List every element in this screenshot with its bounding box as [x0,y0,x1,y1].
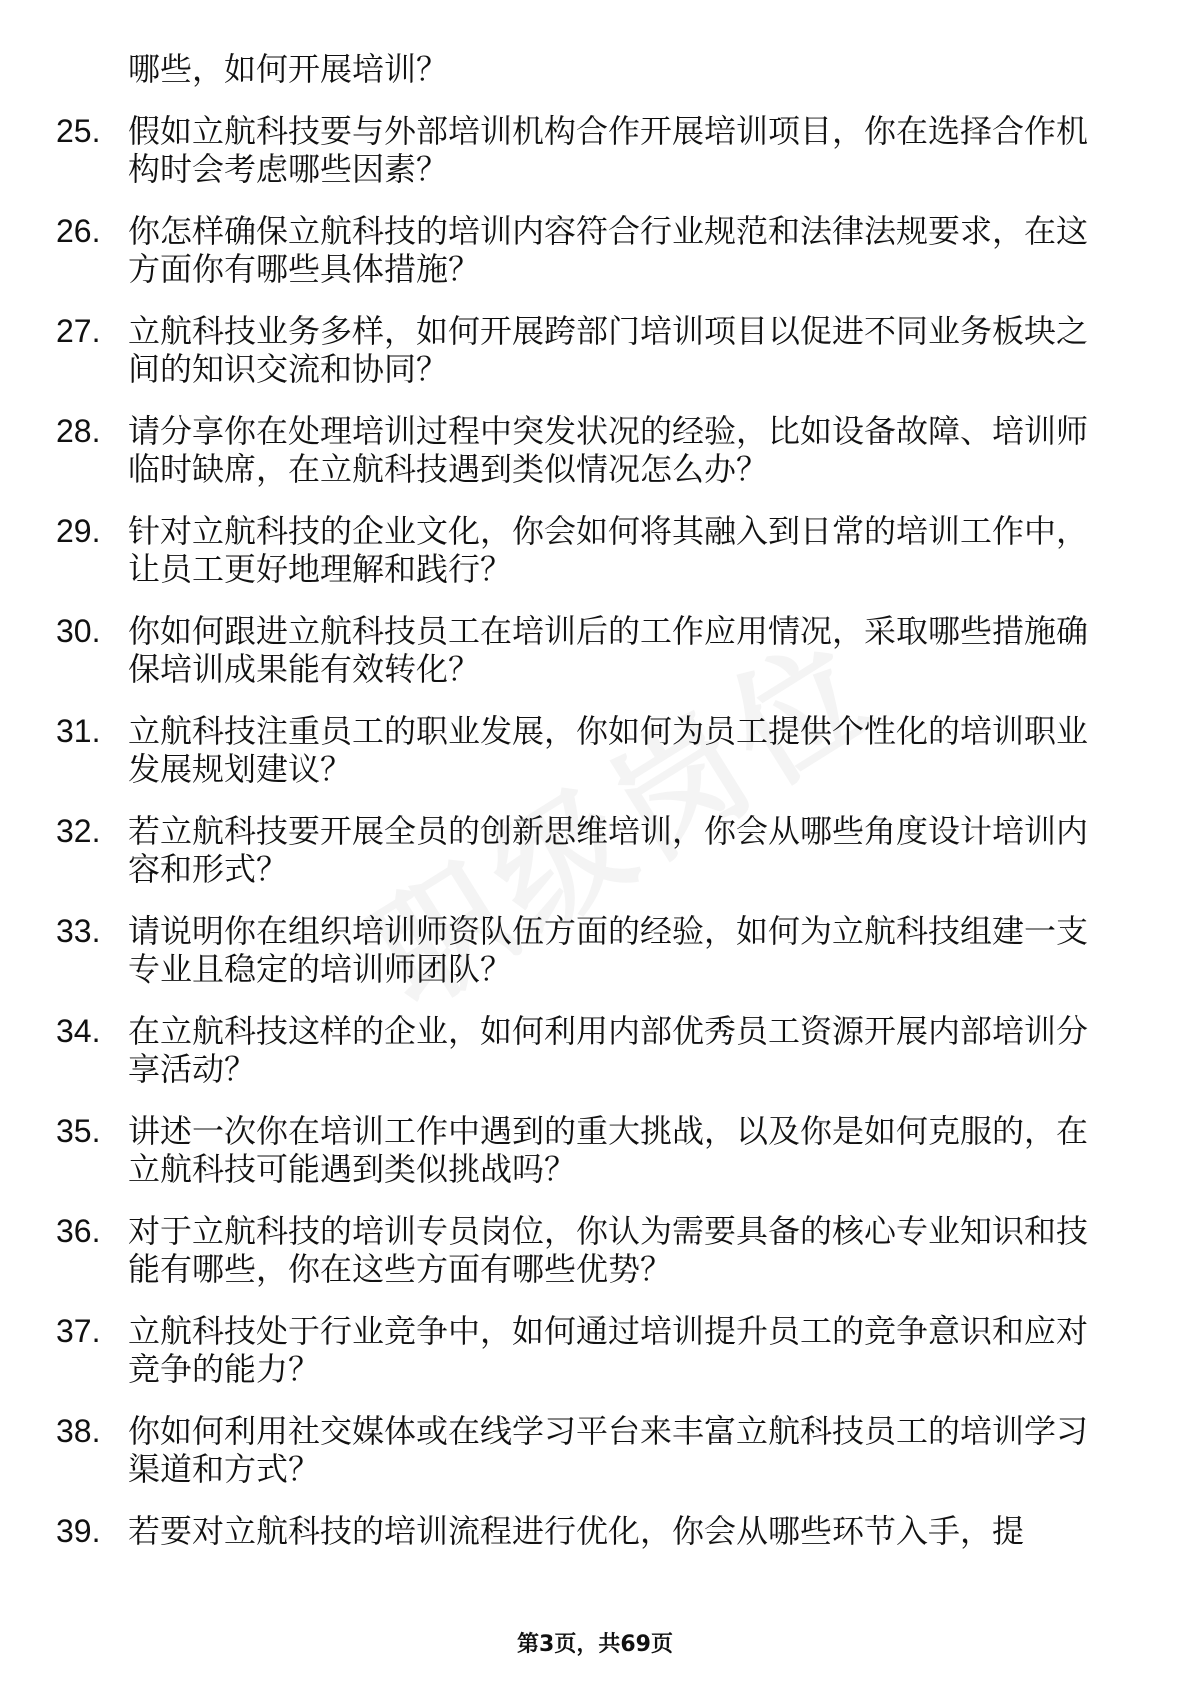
question-item [56,912,1116,988]
question-list [56,112,1116,1550]
question-number: 39. [56,1513,101,1549]
question-number: 37. [56,1313,101,1349]
question-item [56,1512,1116,1550]
question-number: 25. [56,113,101,149]
question-item [56,812,1116,888]
question-text: 你如何利用社交媒体或在线学习平台来丰富立航科技员工的培训学习渠道和方式？ [128,1412,1089,1488]
question-item [56,1012,1116,1088]
question-item [56,1212,1116,1288]
question-number: 29. [56,513,101,549]
question-item [56,112,1116,188]
question-number: 32. [56,813,101,849]
question-text: 若立航科技要开展全员的创新思维培训，你会从哪些角度设计培训内容和形式？ [128,812,1089,888]
question-item [56,1412,1116,1488]
question-item [56,212,1116,288]
question-number: 35. [56,1113,101,1149]
question-number: 33. [56,913,101,949]
question-number: 30. [56,613,101,649]
question-item [56,1312,1116,1388]
question-item [56,512,1116,588]
question-number: 27. [56,313,101,349]
question-text: 请说明你在组织培训师资队伍方面的经验，如何为立航科技组建一支专业且稳定的培训师团队？ [128,912,1089,988]
question-item [56,1112,1116,1188]
question-text: 立航科技业务多样，如何开展跨部门培训项目以促进不同业务板块之间的知识交流和协同？ [128,312,1089,388]
question-text: 立航科技处于行业竞争中，如何通过培训提升员工的竞争意识和应对竞争的能力？ [128,1312,1089,1388]
page-footer: 第3页，共69页 [517,1632,673,1657]
question-item [56,312,1116,388]
question-text: 讲述一次你在培训工作中遇到的重大挑战，以及你是如何克服的，在立航科技可能遇到类似挑战吗？ [128,1112,1089,1188]
question-number: 38. [56,1413,101,1449]
question-item [56,412,1116,488]
question-text: 针对立航科技的企业文化，你会如何将其融入到日常的培训工作中，让员工更好地理解和践行？ [128,512,1089,588]
question-number: 36. [56,1213,101,1249]
question-number: 28. [56,413,101,449]
question-number: 26. [56,213,101,249]
continuation-text: 哪些，如何开展培训？ [128,50,449,88]
question-text: 立航科技注重员工的职业发展，你如何为员工提供个性化的培训职业发展规划建议？ [128,712,1089,788]
question-text: 请分享你在处理培训过程中突发状况的经验，比如设备故障、培训师临时缺席，在立航科技遇到类似情况怎么办？ [128,412,1089,488]
question-text: 假如立航科技要与外部培训机构合作开展培训项目，你在选择合作机构时会考虑哪些因素？ [128,112,1089,188]
question-text: 你如何跟进立航科技员工在培训后的工作应用情况，采取哪些措施确保培训成果能有效转化？ [128,612,1089,688]
question-text: 对于立航科技的培训专员岗位，你认为需要具备的核心专业知识和技能有哪些，你在这些方面有哪些优势？ [128,1212,1089,1288]
question-content [56,50,1116,1574]
question-item [56,712,1116,788]
question-text: 若要对立航科技的培训流程进行优化，你会从哪些环节入手，提 [128,1512,1025,1550]
question-item [56,612,1116,688]
question-text: 在立航科技这样的企业，如何利用内部优秀员工资源开展内部培训分享活动？ [128,1012,1089,1088]
question-number: 34. [56,1013,101,1049]
question-text: 你怎样确保立航科技的培训内容符合行业规范和法律法规要求，在这方面你有哪些具体措施？ [128,212,1089,288]
question-number: 31. [56,713,101,749]
